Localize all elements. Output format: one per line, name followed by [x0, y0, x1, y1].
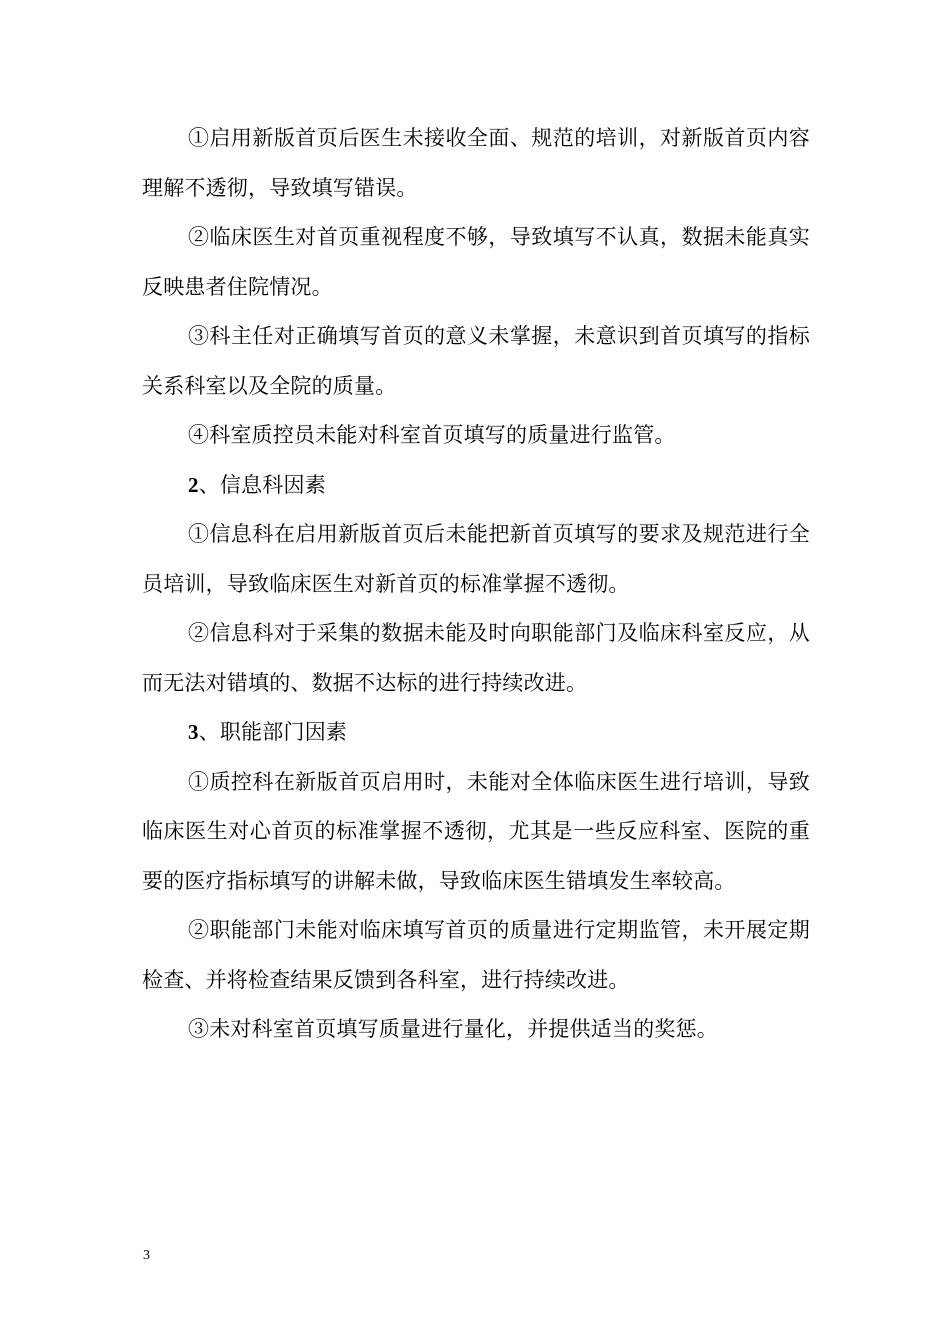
paragraph-9: ③未对科室首页填写质量进行量化，并提供适当的奖惩。	[188, 1017, 718, 1041]
page-number: 3	[143, 1248, 150, 1263]
paragraph-2: ②临床医生对首页重视程度不够，导致填写不认真，数据未能真实反映患者住院情况。	[142, 225, 810, 299]
section-heading-text: 、职能部门因素	[198, 720, 348, 744]
section-heading-information-dept	[142, 461, 810, 511]
section-heading-number: 3	[188, 720, 199, 744]
paragraph-8: ②职能部门未能对临床填写首页的质量进行定期监管，未开展定期检查、并将检查结果反馈到各科室，进行持续改进。	[142, 918, 810, 992]
paragraph-3: ③科主任对正确填写首页的意义未掌握，未意识到首页填写的指标关系科室以及全院的质量。	[142, 324, 810, 398]
page-content	[142, 114, 810, 1055]
paragraph-4: ④科室质控员未能对科室首页填写的质量进行监管。	[188, 423, 676, 447]
paragraph-5: ①信息科在启用新版首页后未能把新首页填写的要求及规范进行全员培训，导致临床医生对新首页的标准掌握不透彻。	[142, 522, 810, 596]
paragraph-7: ①质控科在新版首页启用时，未能对全体临床医生进行培训，导致临床医生对心首页的标准掌握不透彻，尤其是一些反应科室、医院的重要的医疗指标填写的讲解未做，导致临床医生错填发生率较高。	[142, 769, 810, 893]
section-heading-number: 2	[188, 472, 199, 497]
paragraph-6: ②信息科对于采集的数据未能及时向职能部门及临床科室反应，从而无法对错填的、数据不达标的进行持续改进。	[142, 621, 810, 695]
paragraph-1: ①启用新版首页后医生未接收全面、规范的培训，对新版首页内容理解不透彻，导致填写错误。	[142, 126, 810, 200]
section-heading-functional-dept	[142, 708, 810, 758]
section-heading-text: 、信息科因素	[198, 472, 326, 497]
